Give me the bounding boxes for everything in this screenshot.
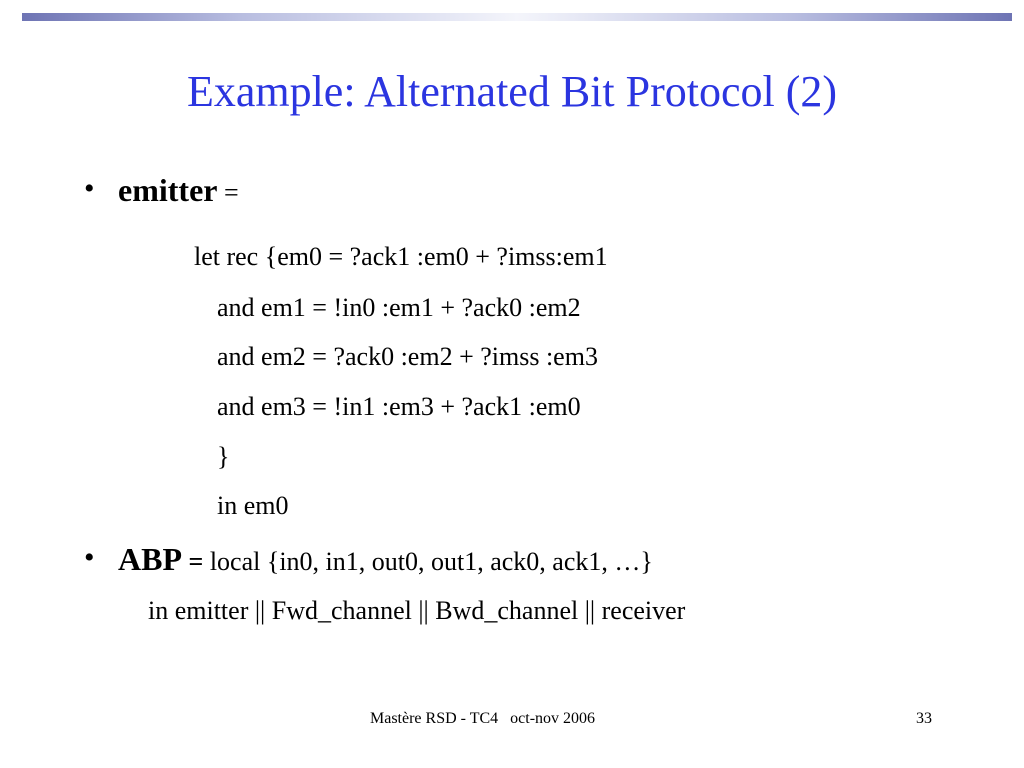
abp-definition: local {in0, in1, out0, out1, ack0, ack1, …}: [203, 547, 653, 576]
bullet-abp-text: [118, 541, 653, 578]
footer-page-number: 33: [916, 710, 932, 727]
abp-equals: =: [182, 547, 204, 576]
bullet-point: •: [84, 172, 95, 205]
code-line-6: in em0: [217, 491, 289, 520]
footer-course-info: Mastère RSD - TC4 oct-nov 2006: [370, 710, 596, 727]
top-decorative-bar: [22, 13, 1012, 21]
emitter-equals: =: [217, 178, 239, 207]
abp-keyword: ABP: [118, 541, 182, 577]
code-line-4: and em3 = !in1 :em3 + ?ack1 :em0: [217, 392, 581, 421]
emitter-keyword: emitter: [118, 172, 218, 208]
abp-continuation-line: in emitter || Fwd_channel || Bwd_channel || receiver: [148, 596, 686, 625]
code-line-2: and em1 = !in0 :em1 + ?ack0 :em2: [217, 293, 581, 322]
bullet-emitter-text: [118, 172, 239, 209]
code-line-1: let rec {em0 = ?ack1 :em0 + ?imss:em1: [194, 242, 608, 271]
bullet-point: •: [84, 541, 95, 574]
slide-title: Example: Alternated Bit Protocol (2): [186, 67, 838, 116]
code-line-3: and em2 = ?ack0 :em2 + ?imss :em3: [217, 342, 598, 371]
code-line-5: }: [217, 442, 230, 471]
